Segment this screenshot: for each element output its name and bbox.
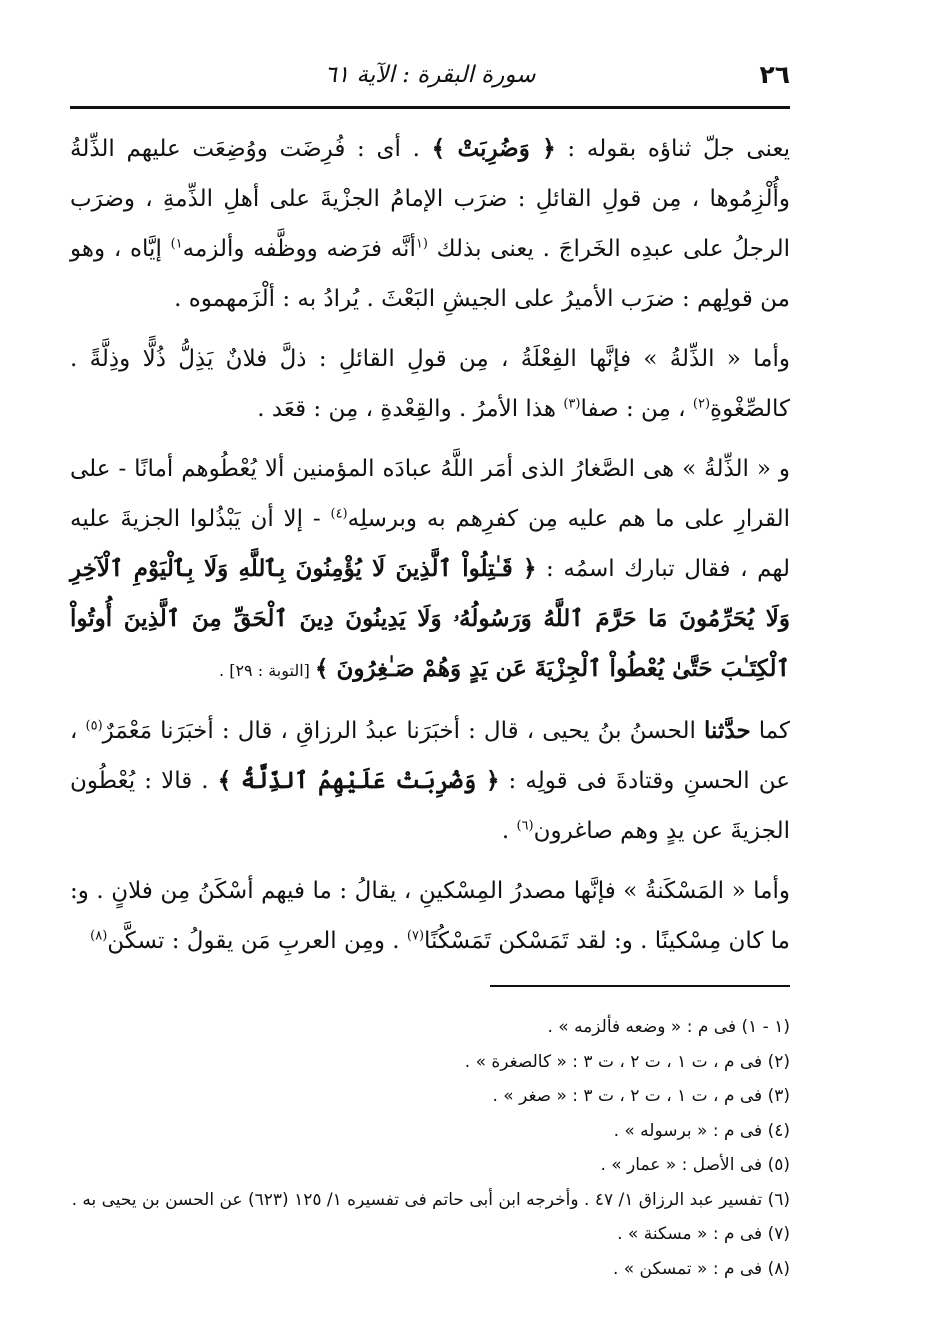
footnote: (١ - ١) فى م : « وضعه فألزمه » . (547, 1017, 790, 1037)
text-run: كما (750, 718, 790, 744)
text-run: ، مِن : صفا (580, 396, 693, 422)
text-run: وأما « الذِّلةُ » فإنَّها الفِعْلَةُ ، مِن قولِ القائلِ : ذلَّ فلانٌ يَذِلُّ ذُلًّا وذِلَّةً . كالصِّغْوةِ (70, 346, 790, 422)
page-header (70, 52, 790, 98)
main-text (70, 124, 790, 976)
paragraph-1 (70, 124, 790, 324)
verse-citation: [التوبة : ٢٩] . (219, 661, 315, 680)
text-run: إيَّاه ، وهو من قولِهم : ضرَب الأميرُ على الجيشِ البَعْثَ . يُرادُ به : ألْزَمهموه . (70, 236, 790, 312)
paragraph-2 (70, 334, 790, 434)
quran-verse: ﴿ وَضُرِبَتْ عَلَيْهِمُ ٱلذِّلَّةُ ﴾ (217, 767, 500, 794)
footnote: (٤) فى م : « برسوله » . (613, 1120, 790, 1141)
text-run: . أى : فُرِضَت ووُضِعَت عليهم الذِّلةُ وأُلْزِمُوها ، مِن قولِ القائلِ : ضرَب الإمامُ الجزْيةَ على أهلِ الذِّمةِ ، وضرَب الرجلُ على عبدِه الخَراجَ . يعنى بذلك (70, 136, 791, 262)
running-title: سورة البقرة : الآية ٦١ (324, 62, 536, 88)
isnad-marker: حدَّثنا (704, 717, 751, 744)
footnote-ref: (١ (415, 236, 428, 252)
footnote: (٧) فى م : « مسكنة » . (617, 1224, 790, 1244)
paragraph-3 (70, 444, 790, 696)
text-run: يعنى جلّ ثناؤه بقوله : (555, 136, 790, 162)
text-run: . قالا : يُعْطُون الجزيةَ عن يدٍ وهم صاغرون (70, 768, 790, 844)
footnote-rule (490, 985, 790, 987)
footnote: (٥) فى الأصل : « عمار » . (600, 1155, 790, 1175)
text-run: هذا الأمرُ . والقِعْدةِ ، مِن : قعَد . (257, 396, 564, 422)
footnote: (٨) فى م : « تمسكن » . (612, 1258, 790, 1279)
page-number: ٢٦ (759, 60, 790, 89)
footnote-ref: (٤) (330, 506, 348, 522)
footnote-ref: (٦) (516, 818, 534, 834)
text-run: الحسنُ بنُ يحيى ، قال : أخبَرَنا عبدُ الرزاقِ ، قال : أخبَرَنا مَعْمَرٌ (102, 718, 705, 744)
text-run: ، عن الحسنِ وقتادةَ فى قولِه : (70, 718, 791, 794)
paragraph-4 (70, 706, 790, 856)
footnote-ref: (٣) (563, 396, 581, 412)
footnote: (٦) تفسير عبد الرزاق ١/ ٤٧ . وأخرجه ابن أبى حاتم فى تفسيره ١/ ١٢٥ (٦٢٣) عن الحسن بن يحيى به . (71, 1189, 790, 1210)
footnote-ref: (٨) (90, 928, 108, 944)
quran-verse: ﴿ قَـٰتِلُواْ ٱلَّذِينَ لَا يُؤْمِنُونَ بِٱللَّهِ وَلَا بِٱلْيَوْمِ ٱلْآخِرِ وَلَا يُحَرِّمُونَ مَا حَرَّمَ ٱللَّهُ وَرَسُولُهُۥ وَلَا يَدِينُونَ دِينَ ٱلْحَقِّ مِنَ ٱلَّذِينَ أُوتُواْ ٱلْكِتَـٰبَ حَتَّىٰ يُعْطُواْ ٱلْجِزْيَةَ عَن يَدٍ وَهُمْ صَـٰغِرُونَ ﴾ (70, 555, 790, 682)
text-run: أنَّه فرَضه ووظَّفه وألزمه (182, 236, 416, 262)
quran-verse: ﴿ وَضُرِبَتْ ﴾ (431, 135, 556, 162)
footnote-ref: (٢) (692, 396, 711, 412)
paragraph-5 (70, 866, 790, 966)
footnote: (٢) فى م ، ت ١ ، ت ٢ ، ت ٣ : « كالصغرة » . (464, 1051, 790, 1072)
text-run: - إلا أن يَبْذُلوا الجزيةَ عليه لهم ، فقال تبارك اسمُه : (70, 506, 790, 582)
text-run: . (501, 818, 517, 844)
header-rule (70, 106, 790, 109)
footnote-ref: (٧) (406, 928, 425, 944)
text-run: وأما « المَسْكَنةُ » فإنَّها مصدرُ المِسْكينِ ، يقالُ : ما فيهم أسْكَنُ مِن فلانٍ . و: ما كان مِسْكينًا . و: لقد تَمَسْكن تَمَسْكُنًا (70, 878, 790, 954)
footnote-ref: (٥) (85, 718, 103, 734)
footnotes (70, 1010, 790, 1286)
text-run: و « الذِّلةُ » هى الصَّغارُ الذى أمَر اللَّهُ عبادَه المؤمنين ألا يُعْطُوهم أمانًا - على القرارِ على ما هم عليه مِن كفرِهم به وبرسلِه (70, 456, 790, 532)
footnote: (٣) فى م ، ت ١ ، ت ٢ ، ت ٣ : « صغر » . (492, 1086, 790, 1106)
text-run: . ومِن العربِ مَن يقولُ : تسكَّن (107, 928, 407, 954)
footnote-ref: ١) (170, 236, 183, 252)
